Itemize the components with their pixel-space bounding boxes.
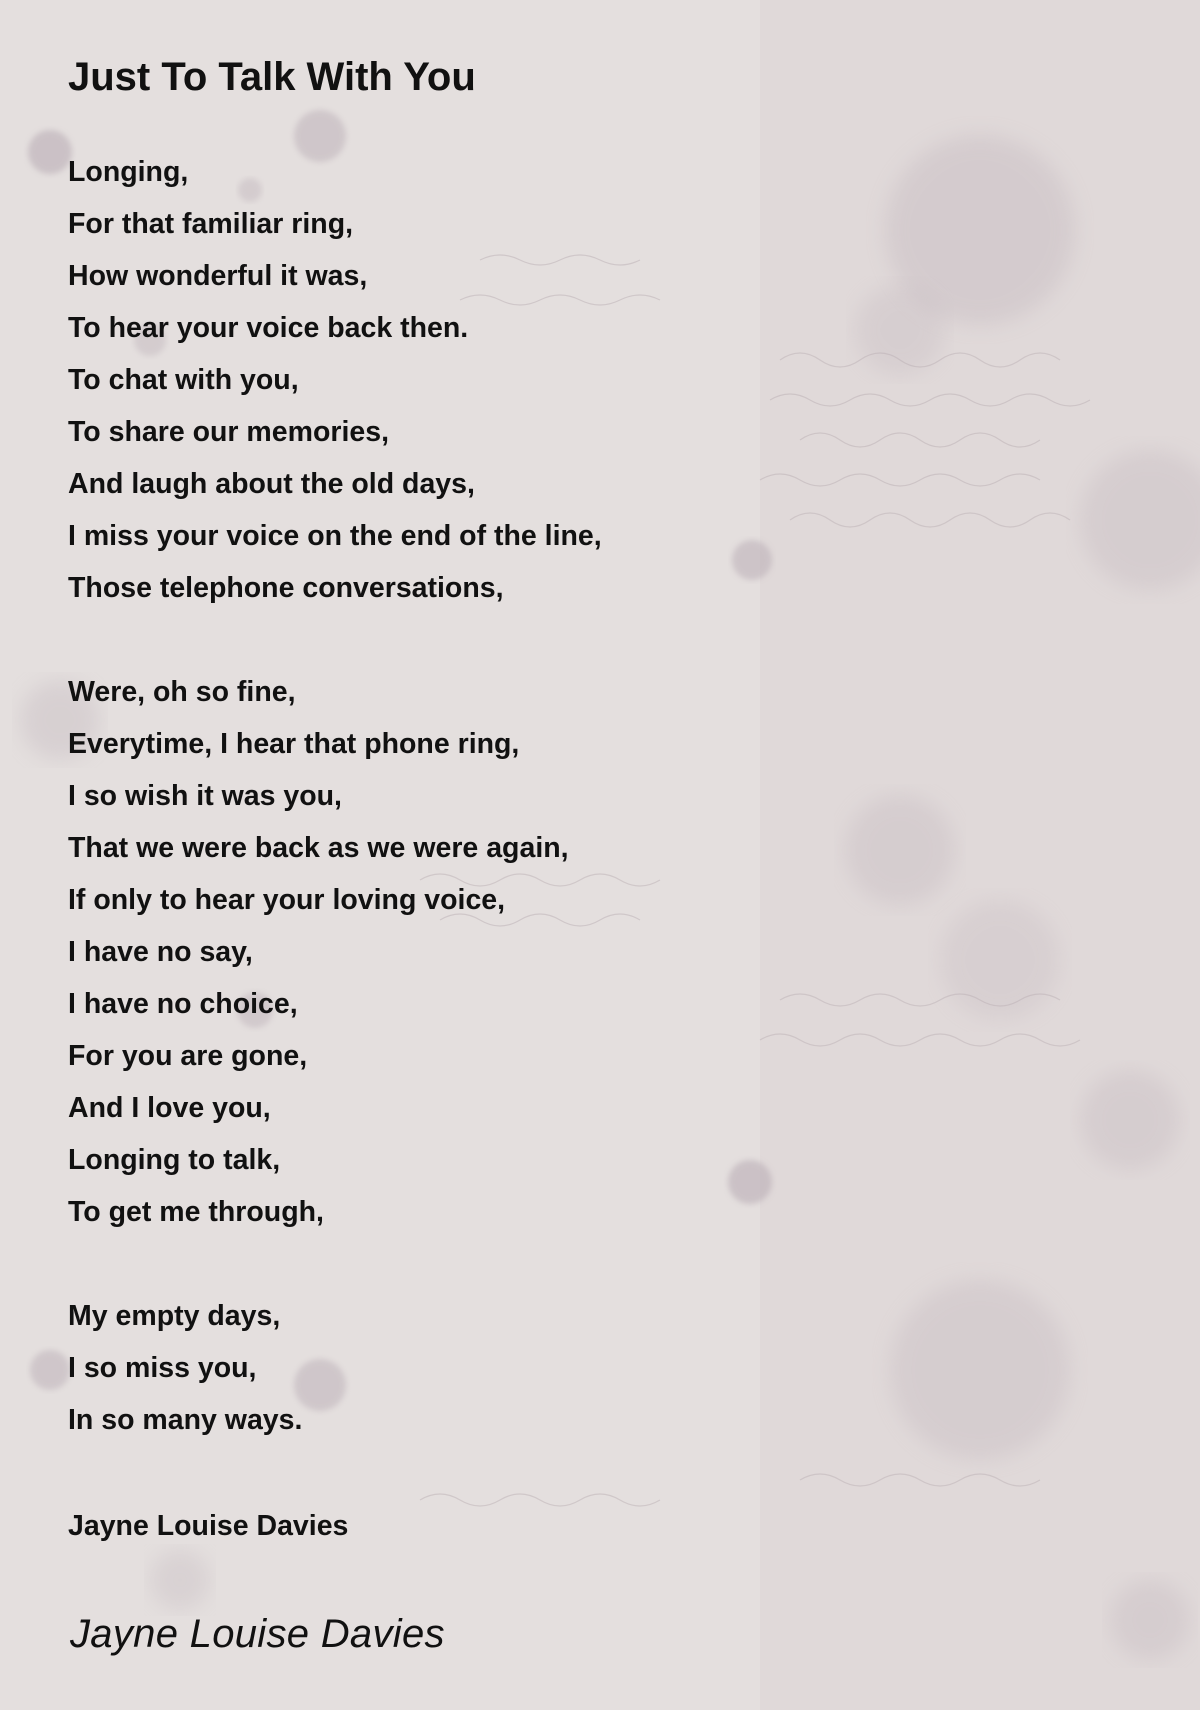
poem-title: Just To Talk With You bbox=[68, 55, 476, 99]
poem-line: For you are gone, bbox=[68, 1040, 308, 1072]
author-signature: Jayne Louise Davies bbox=[70, 1612, 445, 1656]
poem-line: I have no choice, bbox=[68, 988, 298, 1020]
poem-line: To share our memories, bbox=[68, 416, 389, 448]
poem-line: How wonderful it was, bbox=[68, 260, 368, 292]
poem-line: Longing, bbox=[68, 156, 189, 188]
poem-line: And laugh about the old days, bbox=[68, 468, 475, 500]
poem-line: To hear your voice back then. bbox=[68, 312, 469, 344]
poem-line: For that familiar ring, bbox=[68, 208, 354, 240]
poem-line: To chat with you, bbox=[68, 364, 299, 396]
poem-line: I miss your voice on the end of the line, bbox=[68, 520, 602, 552]
poem-author: Jayne Louise Davies bbox=[68, 1510, 349, 1542]
poem-line: If only to hear your loving voice, bbox=[68, 884, 506, 916]
stanza-2 bbox=[68, 666, 602, 1238]
poem-line: To get me through, bbox=[68, 1196, 324, 1228]
poem-line: Those telephone conversations, bbox=[68, 572, 504, 604]
poem-line: I so wish it was you, bbox=[68, 780, 342, 812]
poem-body bbox=[68, 146, 602, 1446]
poem-line: In so many ways. bbox=[68, 1404, 303, 1436]
poem-line: I have no say, bbox=[68, 936, 253, 968]
poem-line: Everytime, I hear that phone ring, bbox=[68, 728, 520, 760]
poem-line: I so miss you, bbox=[68, 1352, 257, 1384]
stanza-1 bbox=[68, 146, 602, 614]
poem-line: Were, oh so fine, bbox=[68, 676, 296, 708]
poem-line: My empty days, bbox=[68, 1300, 281, 1332]
poem-line: And I love you, bbox=[68, 1092, 271, 1124]
stanza-3 bbox=[68, 1290, 602, 1446]
poem-line: That we were back as we were again, bbox=[68, 832, 569, 864]
poem-line: Longing to talk, bbox=[68, 1144, 281, 1176]
